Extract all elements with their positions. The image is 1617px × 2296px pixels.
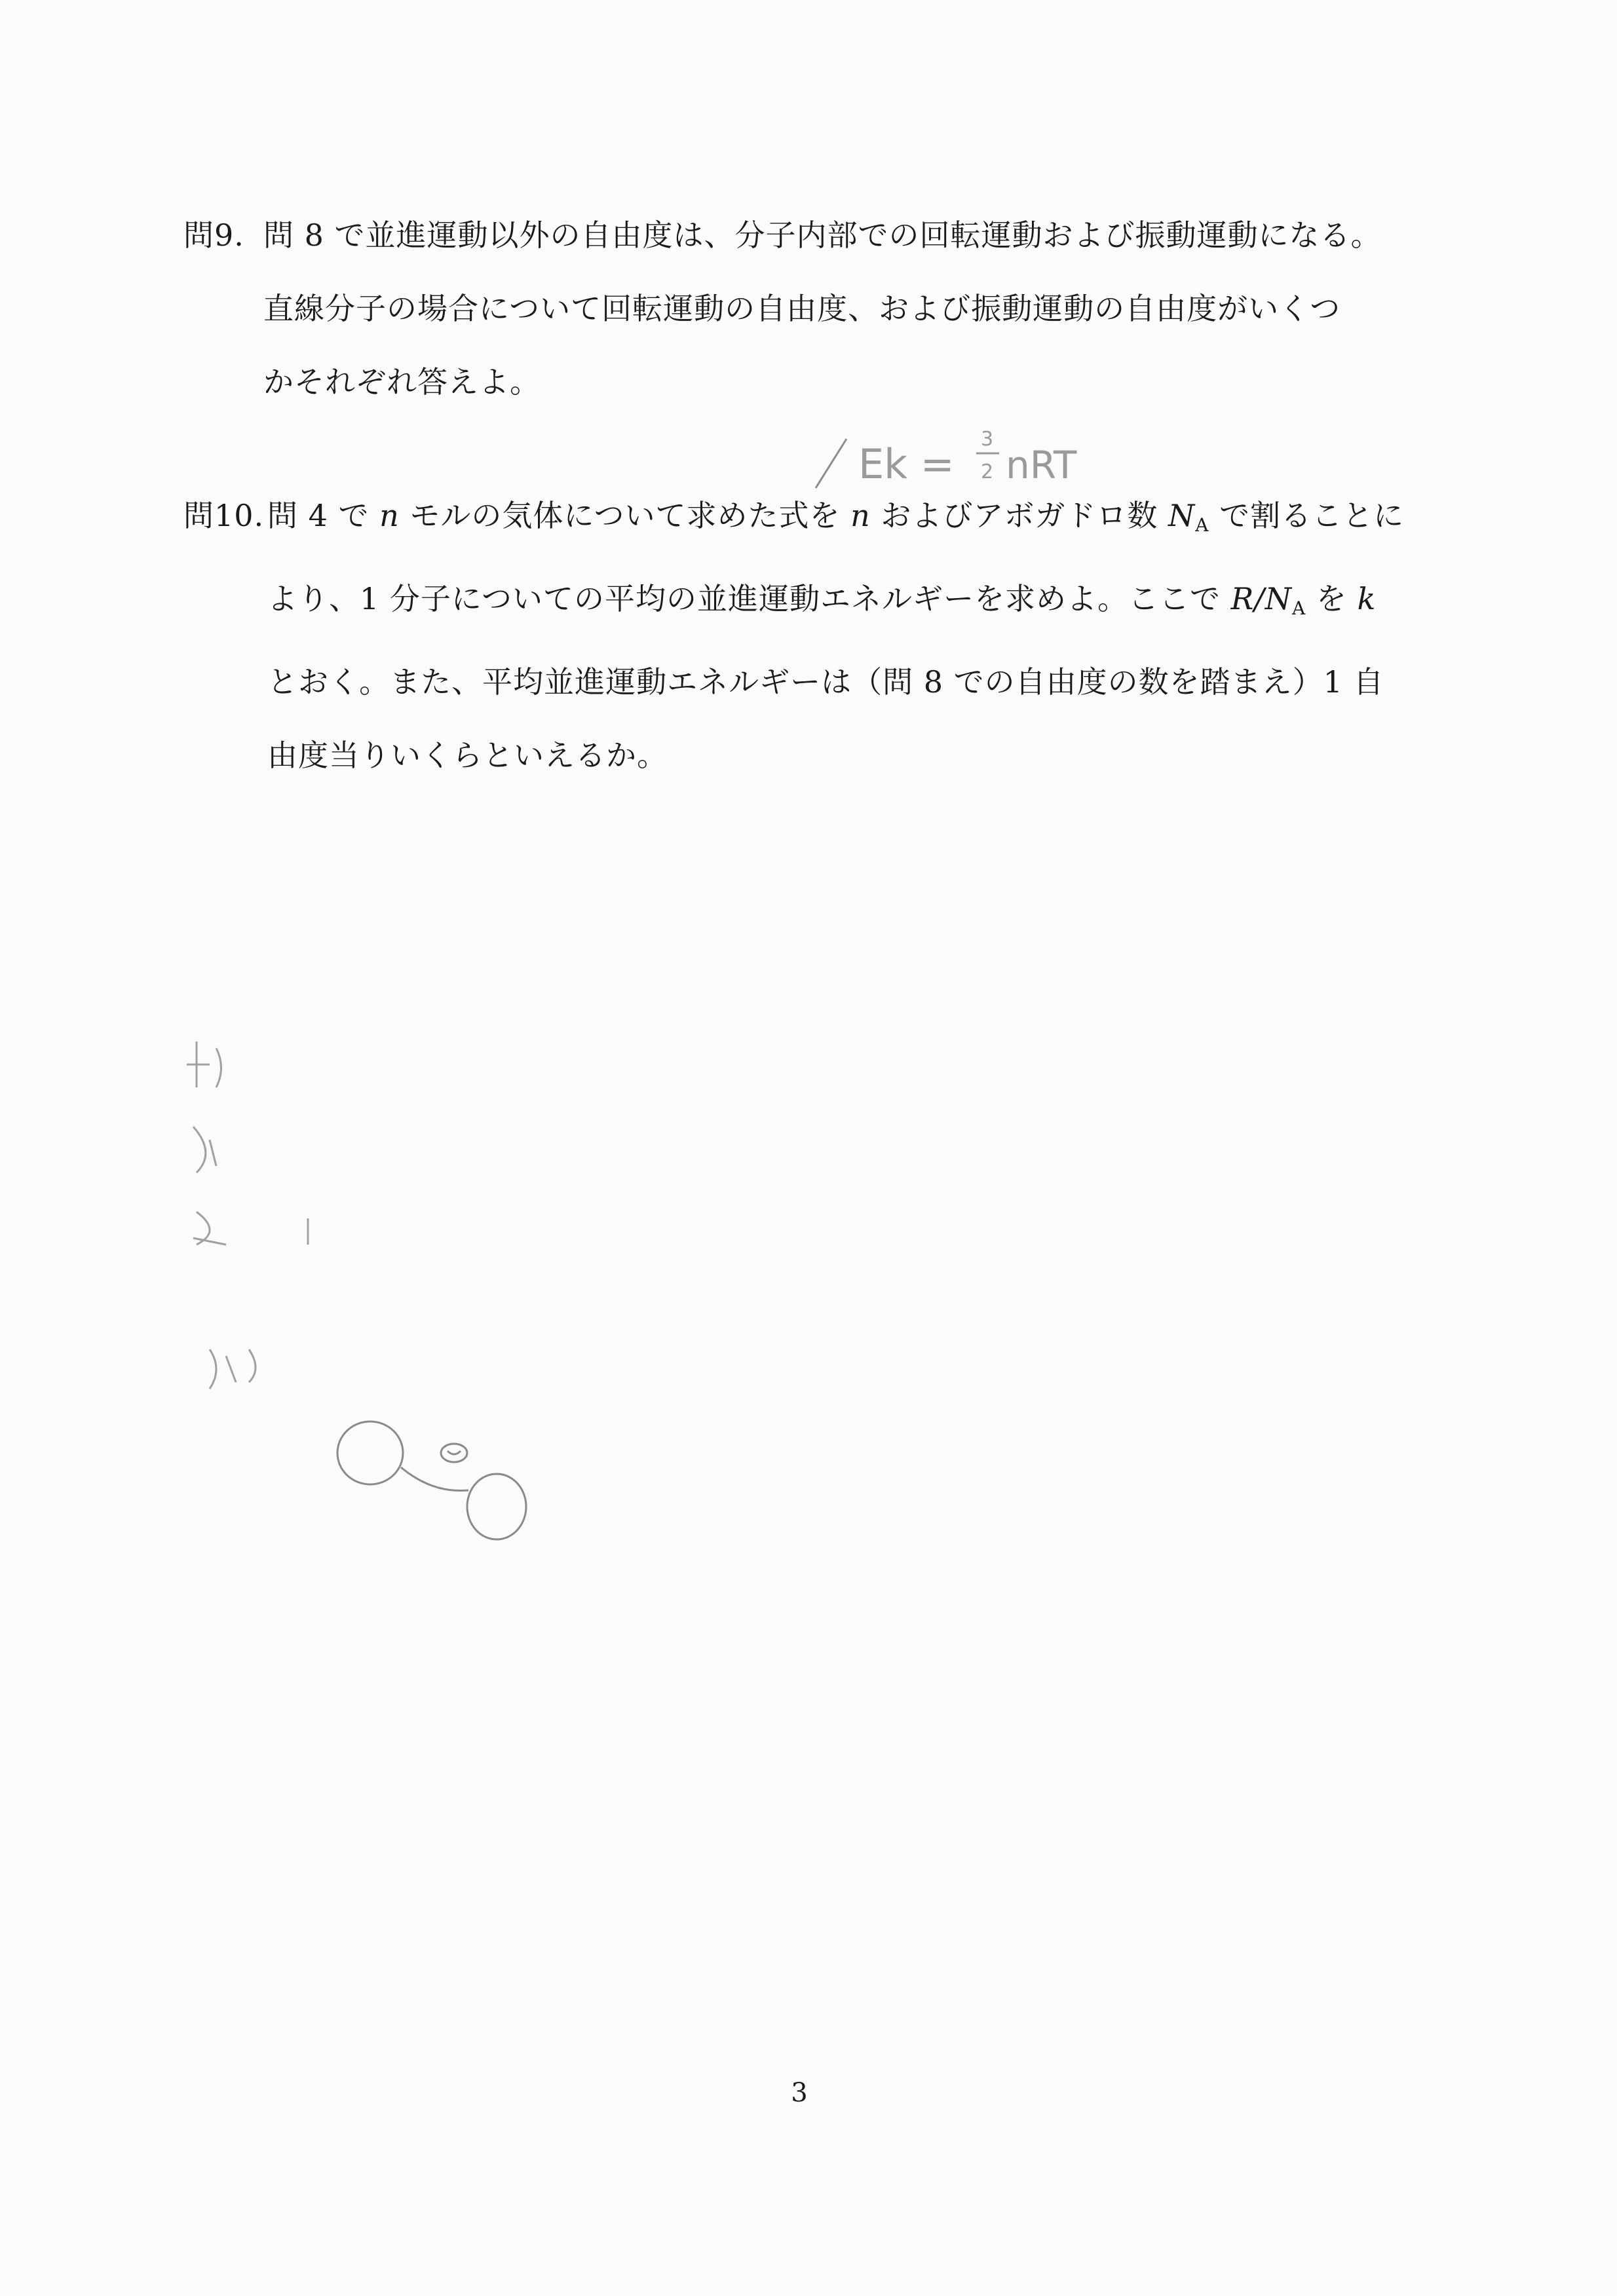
q10-l2-text-b: を	[1306, 581, 1358, 616]
q10-l1-text-d: で割ることに	[1209, 498, 1405, 533]
molecule-sketch	[337, 1421, 526, 1539]
q10-l1-text-a: 問 4 で	[267, 498, 380, 533]
page-number: 3	[791, 2078, 808, 2108]
q10-var-N: N	[1168, 498, 1196, 533]
q10-l2-text-a: より、1 分子についての平均の並進運動エネルギーを求めよ。ここで	[267, 581, 1231, 616]
pencil-scribbles	[187, 1042, 308, 1389]
formula-tail: nRT	[1006, 443, 1077, 487]
q10-var-k: k	[1357, 581, 1377, 616]
question-10-line-4: 由度当りいくらといえるか。	[267, 738, 668, 773]
handwritten-formula	[858, 428, 1077, 488]
q10-var-R: R	[1230, 581, 1255, 616]
formula-denominator: 2	[981, 461, 994, 483]
question-9-line-2: 直線分子の場合について回転運動の自由度、および振動運動の自由度がいくつ	[263, 291, 1341, 326]
question-10-number: 問10.	[183, 498, 265, 533]
q10-var-N-subscript: A	[1195, 514, 1209, 536]
question-9-line-3: かそれぞれ答えよ。	[263, 364, 541, 400]
q10-slash: /	[1254, 581, 1265, 616]
question-10-line-3: とおく。また、平均並進運動エネルギーは（問 8 での自由度の数を踏まえ）1 自	[267, 664, 1384, 700]
q10-var-n: n	[379, 498, 400, 533]
formula-numerator: 3	[981, 428, 994, 451]
q10-var-n-2: n	[850, 498, 871, 533]
question-9-number: 問9.	[183, 217, 244, 253]
formula-main: Ek =	[858, 440, 955, 488]
q10-l1-text-c: およびアボガドロ数	[870, 498, 1168, 533]
pencil-slash-mark	[816, 439, 847, 488]
question-9-line-1: 問 8 で並進運動以外の自由度は、分子内部での回転運動および振動運動になる。	[263, 217, 1382, 253]
q10-l1-text-b: モルの気体について求めた式を	[399, 498, 851, 533]
q10-var-N-2-subscript: A	[1291, 597, 1306, 619]
q10-var-N-2: N	[1265, 581, 1292, 616]
